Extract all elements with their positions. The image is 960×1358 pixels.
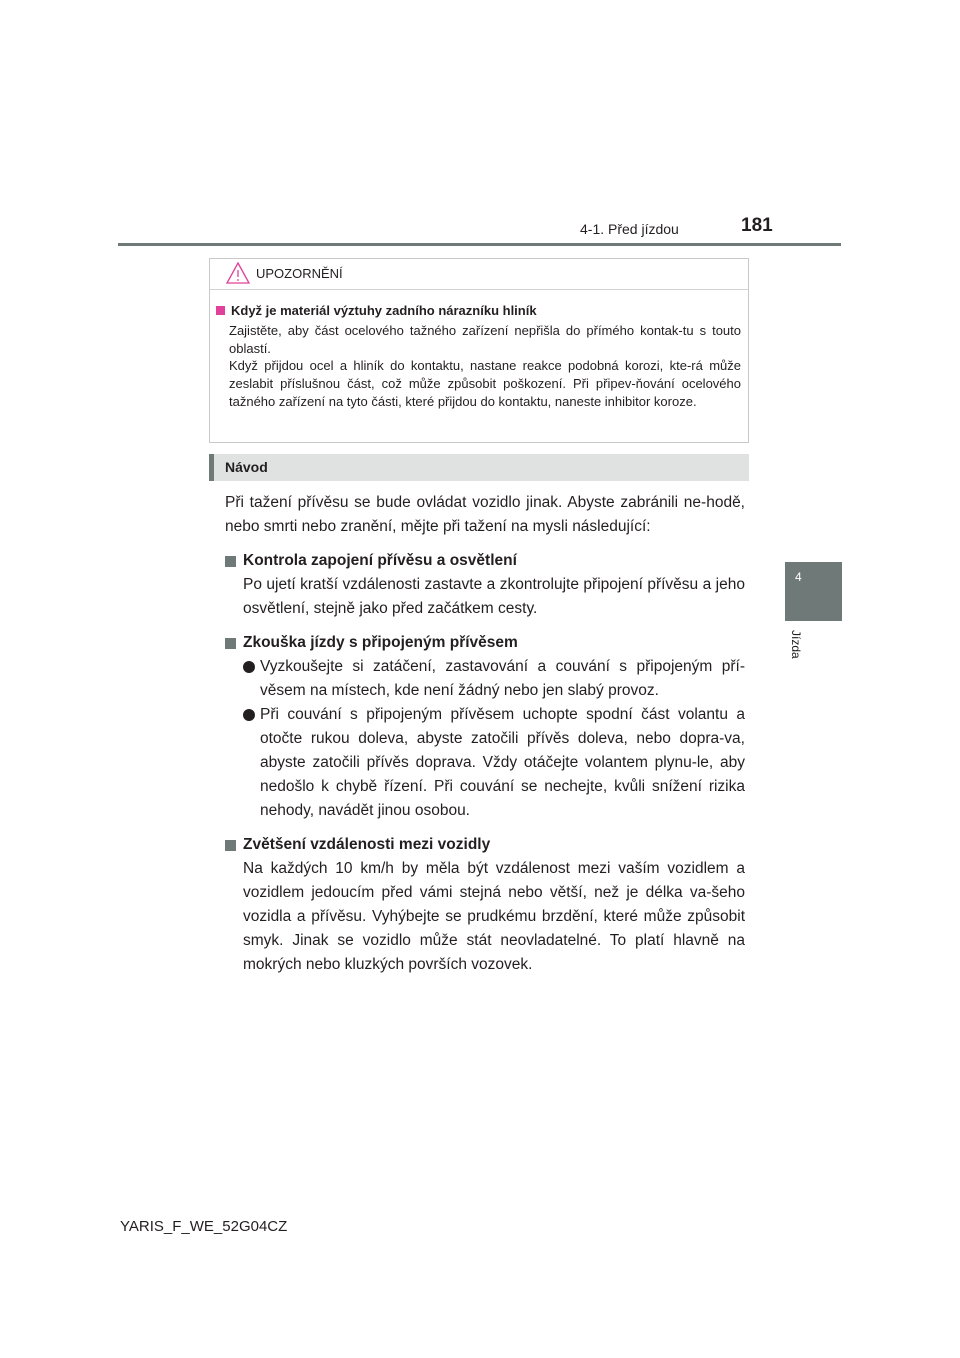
gray-square-icon xyxy=(225,638,236,649)
guide-heading-bar xyxy=(209,454,749,481)
section-text: Na každých 10 km/h by měla být vzdálenost mezi vaším vozidlem a vozidlem jedoucím před vámi stejná nebo větší, než je délka va-šeho vozidla a přívěsu. Vyhýbejte se prudkému brzdění, které může způsobit smyk. Jinak se vozidlo může stát neovladatelné. To platí hlavně na mokrých nebo kluzkých površích vozovek. xyxy=(243,860,745,973)
chapter-tab-label: Jízda xyxy=(789,630,803,659)
warning-paragraph: Zajistěte, aby část ocelového tažného zařízení nepřišla do přímého kontak-tu s touto oblastí. xyxy=(229,323,741,356)
gray-square-icon xyxy=(225,840,236,851)
warning-header xyxy=(210,259,748,290)
warning-body xyxy=(229,322,741,411)
chapter-tab xyxy=(785,562,842,621)
page-number: 181 xyxy=(741,215,773,236)
bullet-item: Při couvání s připojeným přívěsem uchopte spodní část volantu a otočte rukou doleva, abyste zatočili přívěs doleva, nebo dopra-va, abyste zatočili přívěs doprava. Vždy otáčejte volantem plynu-le, aby nedošlo k chybě řízení. Při couvání se nechejte, kvůli snížení rizika nehody, navádět jinou osobou. xyxy=(225,703,745,823)
warning-paragraph: Když přijdou ocel a hliník do kontaktu, nastane reakce podobná korozi, kte-rá může zeslabit příslušnou část, což může způsobit poškození. Při připev-ňování ocelového tažného zařízení na tyto části, které přijdou do kontaktu, naneste inhibitor koroze. xyxy=(229,358,741,409)
warning-box xyxy=(209,258,749,443)
gray-square-icon xyxy=(225,556,236,567)
guide-content xyxy=(225,491,745,987)
section-heading: Kontrola zapojení přívěsu a osvětlení xyxy=(225,549,745,573)
guide-heading: Návod xyxy=(225,459,268,475)
document-code: YARIS_F_WE_52G04CZ xyxy=(120,1218,288,1235)
warning-triangle-icon xyxy=(225,261,251,285)
warning-subtitle: Když je materiál výztuhy zadního nárazníku hliník xyxy=(216,303,537,318)
section-heading: Zvětšení vzdálenosti mezi vozidly xyxy=(225,833,745,857)
guide-intro: Při tažení přívěsu se bude ovládat vozidlo jinak. Abyste zabránili ne-hodě, nebo smrti nebo zranění, mějte při tažení na mysli následující: xyxy=(225,494,745,535)
chapter-tab-number: 4 xyxy=(795,570,802,584)
header-section-title: 4-1. Před jízdou xyxy=(580,221,679,237)
section-heading: Zkouška jízdy s připojeným přívěsem xyxy=(225,631,745,655)
pink-square-icon xyxy=(216,306,225,315)
section-text: Po ujetí kratší vzdálenosti zastavte a zkontrolujte připojení přívěsu a jeho osvětlení, stejně jako před začátkem cesty. xyxy=(243,576,745,617)
bullet-dot-icon xyxy=(243,709,255,721)
bullet-item: Vyzkoušejte si zatáčení, zastavování a couvání s připojeným pří-věsem na místech, kde není žádný nebo jen slabý provoz. xyxy=(225,655,745,703)
heading-marker xyxy=(209,454,214,481)
header-divider xyxy=(118,243,841,246)
bullet-dot-icon xyxy=(243,661,255,673)
warning-title: UPOZORNĚNÍ xyxy=(256,266,343,281)
